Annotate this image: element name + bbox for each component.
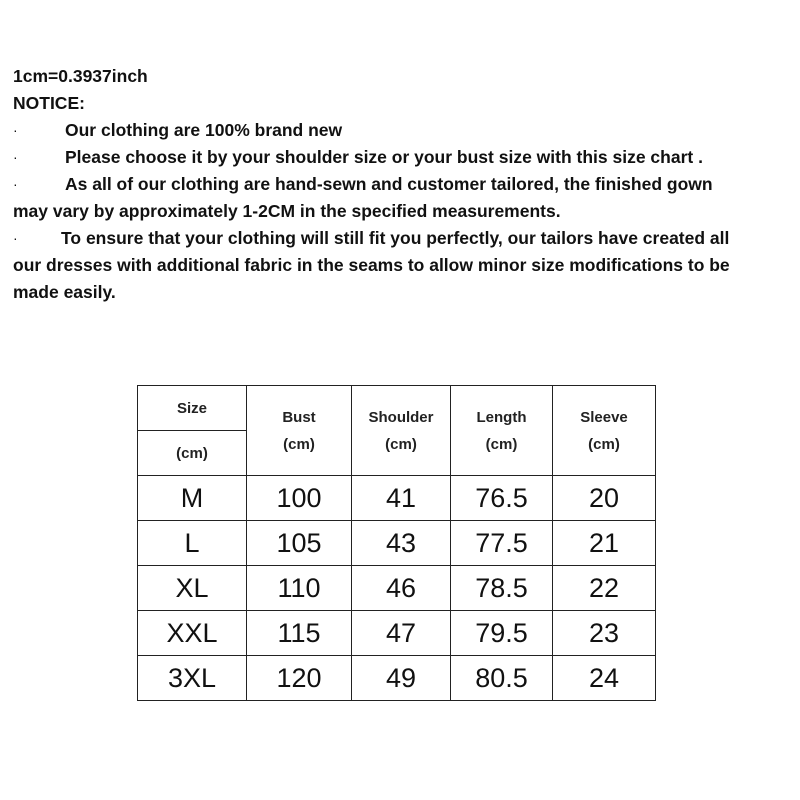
notice-title: NOTICE: [13, 93, 85, 113]
shoulder-cell: 46 [352, 566, 451, 611]
size-cell: 3XL [138, 656, 247, 701]
size-unit-header: (cm) [138, 431, 247, 476]
size-cell: M [138, 476, 247, 521]
length-cell: 80.5 [451, 656, 553, 701]
sleeve-cell: 21 [553, 521, 656, 566]
bust-cell: 120 [247, 656, 352, 701]
table-row [138, 521, 656, 566]
sleeve-cell: 24 [553, 656, 656, 701]
size-cell: L [138, 521, 247, 566]
notice-item [13, 117, 788, 144]
bullet-icon: · [13, 122, 18, 138]
shoulder-cell: 47 [352, 611, 451, 656]
notice-item [13, 171, 788, 225]
notice-item [13, 144, 788, 171]
notice-item [13, 225, 788, 306]
length-header: Length (cm) [451, 386, 553, 476]
bust-cell: 100 [247, 476, 352, 521]
unit-conversion: 1cm=0.3937inch [13, 66, 148, 86]
size-chart-table [137, 385, 656, 701]
bust-cell: 110 [247, 566, 352, 611]
shoulder-cell: 43 [352, 521, 451, 566]
length-cell: 78.5 [451, 566, 553, 611]
table-row [138, 566, 656, 611]
size-cell: XXL [138, 611, 247, 656]
sleeve-cell: 20 [553, 476, 656, 521]
length-cell: 79.5 [451, 611, 553, 656]
table-row [138, 656, 656, 701]
notice-section [13, 63, 788, 306]
notice-text: To ensure that your clothing will still fit you perfectly, our tailors have created all [61, 228, 730, 248]
sleeve-cell: 22 [553, 566, 656, 611]
sleeve-header: Sleeve (cm) [553, 386, 656, 476]
bullet-icon: · [13, 149, 18, 165]
bust-cell: 105 [247, 521, 352, 566]
table-row [138, 476, 656, 521]
table-row [138, 611, 656, 656]
length-cell: 76.5 [451, 476, 553, 521]
notice-text: may vary by approximately 1-2CM in the specified measurements. [13, 201, 561, 221]
length-cell: 77.5 [451, 521, 553, 566]
bust-cell: 115 [247, 611, 352, 656]
size-cell: XL [138, 566, 247, 611]
notice-text: made easily. [13, 282, 116, 302]
bust-header: Bust (cm) [247, 386, 352, 476]
shoulder-cell: 49 [352, 656, 451, 701]
shoulder-header: Shoulder (cm) [352, 386, 451, 476]
size-header: Size [138, 386, 247, 431]
shoulder-cell: 41 [352, 476, 451, 521]
sleeve-cell: 23 [553, 611, 656, 656]
bullet-icon: · [13, 230, 18, 246]
notice-text: our dresses with additional fabric in the seams to allow minor size modifications to be [13, 255, 730, 275]
bullet-icon: · [13, 176, 18, 192]
notice-text: As all of our clothing are hand-sewn and customer tailored, the finished gown [65, 174, 713, 194]
notice-text: Please choose it by your shoulder size or your bust size with this size chart . [65, 147, 703, 167]
notice-text: Our clothing are 100% brand new [65, 120, 343, 140]
